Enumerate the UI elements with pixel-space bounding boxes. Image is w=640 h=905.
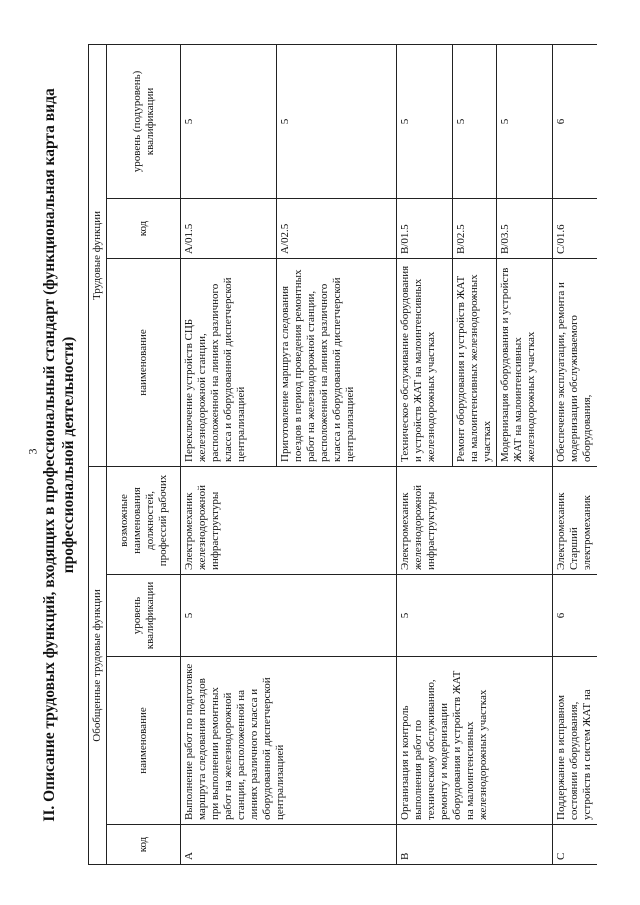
labor-functions-header: Трудовые функции: [89, 44, 107, 466]
function-name: Ремонт оборудования и устройств ЖАТ на малоинтенсивных железнодорожных участках: [453, 258, 497, 466]
function-level: 5: [181, 44, 277, 198]
function-code: B/02.5: [453, 198, 497, 258]
col-qualification-header: уровень квалификации: [107, 575, 181, 657]
function-level: 5: [277, 44, 397, 198]
function-code: B/03.5: [497, 198, 553, 258]
function-level: 5: [397, 44, 453, 198]
col-code-header: код: [107, 825, 181, 865]
functional-map-table: [88, 44, 597, 865]
table-row: [397, 44, 453, 864]
function-name: Модернизация оборудования и устройств ЖАТ на малоинтенсивных железнодорожных участках: [497, 258, 553, 466]
function-code: A/02.5: [277, 198, 397, 258]
function-name: Обеспечение эксплуатации, ремонта и модернизации обслуживаемого оборудования,: [553, 258, 597, 466]
row-job-titles: Электромеханик Старший электромеханик: [553, 466, 597, 574]
row-name: Организация и контроль выполнения работ по техническому обслуживанию, ремонту и модернизации оборудования и устройств ЖАТ на малоинтенсивных железнодорожных участках: [397, 657, 553, 825]
row-job-titles: Электромеханик железнодорожной инфраструктуры: [181, 466, 397, 574]
row-qualification: 6: [553, 575, 597, 657]
col-name-header: наименование: [107, 657, 181, 825]
col-tf-level-header: уровень (подуровень) квалификации: [107, 44, 181, 198]
function-name: Переключение устройств СЦБ железнодорожной станции, расположенной на линиях различного класса и оборудованной диспетчерской централизацией: [181, 258, 277, 466]
heading-line-2: профессиональной деятельности): [60, 336, 77, 574]
row-code: C: [553, 825, 597, 865]
row-qualification: 5: [397, 575, 553, 657]
function-name: Техническое обслуживание оборудования и устройств ЖАТ на малоинтенсивных железнодорожных участках: [397, 258, 453, 466]
table-row: [181, 44, 277, 864]
function-code: C/01.6: [553, 198, 597, 258]
row-code: A: [181, 825, 397, 865]
function-level: 5: [497, 44, 553, 198]
row-qualification: 5: [181, 575, 397, 657]
generalized-functions-header: Обобщенные трудовые функции: [89, 466, 107, 864]
section-heading: [40, 45, 78, 865]
function-name: Приготовление маршрута следования поездов в период проведения ремонтных работ на железнодорожной станции, расположенной на линиях различного класса и оборудованной диспетчерской централизацией: [277, 258, 397, 466]
row-code: B: [397, 825, 553, 865]
rotated-page: [40, 45, 600, 865]
col-tf-code-header: код: [107, 198, 181, 258]
heading-line-1: II. Описание трудовых функций, входящих в профессиональный стандарт (функциональная карта вида: [41, 88, 58, 822]
table-row: [553, 44, 597, 864]
row-name: Поддержание в исправном состоянии оборудования, устройств и систем ЖАТ на: [553, 657, 597, 825]
group-header-row: [89, 44, 107, 864]
row-name: Выполнение работ по подготовке маршрута следования поездов при выполнении ремонтных работ на железнодорожной станции, расположенной на линиях различного класса и оборудованной диспетчерской централизацией: [181, 657, 397, 825]
function-code: A/01.5: [181, 198, 277, 258]
column-header-row: [107, 44, 181, 864]
col-tf-name-header: наименование: [107, 258, 181, 466]
function-code: B/01.5: [397, 198, 453, 258]
function-level: 5: [453, 44, 497, 198]
col-job-titles-header: возможные наименования должностей, профессий рабочих: [107, 466, 181, 574]
page-number: 3: [25, 448, 40, 455]
function-level: 6: [553, 44, 597, 198]
row-job-titles: Электромеханик железнодорожной инфраструктуры: [397, 466, 553, 574]
